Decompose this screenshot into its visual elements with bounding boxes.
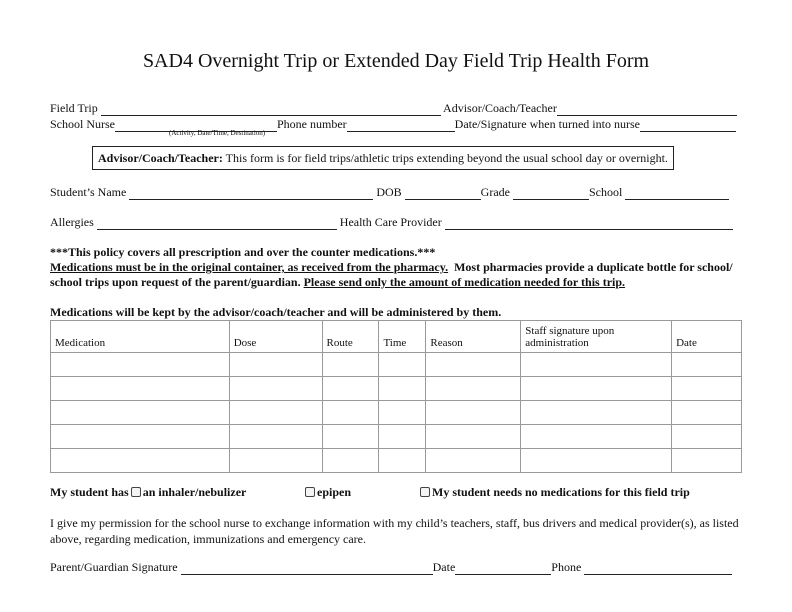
policy-send-amount: Please send only the amount of medication needed for this trip.: [303, 275, 626, 289]
dob-input[interactable]: [405, 187, 481, 200]
table-cell[interactable]: [426, 377, 521, 401]
permission-line-2: above, regarding medication, immunizations and emergency care.: [50, 532, 366, 546]
has-label: My student has: [50, 485, 129, 499]
field-trip-label: Field Trip: [50, 101, 98, 115]
table-cell[interactable]: [322, 353, 379, 377]
notice-bold: Advisor/Coach/Teacher:: [98, 151, 223, 165]
allergies-input[interactable]: [97, 217, 337, 230]
policy-line-2-rest: Most pharmacies provide a duplicate bottle for school/: [448, 260, 733, 274]
signature-phone-input[interactable]: [584, 562, 732, 575]
nurse-hint: (Activity, Date/Time, Destination): [169, 129, 266, 137]
policy-line-2: [50, 260, 733, 275]
phone-label: Phone number: [277, 117, 347, 131]
table-cell[interactable]: [322, 449, 379, 473]
table-cell[interactable]: [229, 449, 322, 473]
table-cell[interactable]: [672, 377, 742, 401]
table-cell[interactable]: [379, 449, 426, 473]
advisor-label: Advisor/Coach/Teacher: [443, 101, 557, 115]
provider-label: Health Care Provider: [339, 215, 442, 229]
table-cell[interactable]: [51, 425, 230, 449]
table-cell[interactable]: [672, 401, 742, 425]
parent-signature-input[interactable]: [181, 562, 433, 575]
table-row: [51, 449, 742, 473]
table-row: [51, 425, 742, 449]
permission-text: [50, 515, 739, 547]
table-cell[interactable]: [229, 353, 322, 377]
school-nurse-label: School Nurse: [50, 117, 115, 131]
col-medication: Medication: [51, 321, 230, 353]
table-cell[interactable]: [322, 401, 379, 425]
table-cell[interactable]: [426, 353, 521, 377]
provider-input[interactable]: [445, 217, 733, 230]
policy-line-1: ***This policy covers all prescription and over the counter medications.***: [50, 245, 436, 259]
page-title: SAD4 Overnight Trip or Extended Day Field Trip Health Form: [142, 50, 650, 72]
col-staff-signature: Staff signature upon administration: [521, 321, 672, 353]
table-cell[interactable]: [521, 377, 672, 401]
signature-date-label: Date: [432, 560, 456, 574]
date-signature-label: Date/Signature when turned into nurse: [454, 117, 640, 131]
school-label: School: [589, 185, 623, 199]
policy-line-3: [50, 275, 733, 290]
table-row: [51, 401, 742, 425]
admin-note: Medications will be kept by the advisor/coach/teacher and will be administered by them.: [50, 305, 502, 319]
table-cell[interactable]: [229, 425, 322, 449]
student-name-input[interactable]: [129, 187, 373, 200]
allergies-label: Allergies: [50, 215, 94, 229]
nurse-row: [50, 117, 736, 132]
table-cell[interactable]: [322, 377, 379, 401]
field-trip-input[interactable]: [101, 103, 441, 116]
policy-block: [50, 245, 733, 290]
table-header-row: [51, 321, 742, 353]
checkbox-row: [50, 485, 246, 500]
table-cell[interactable]: [379, 377, 426, 401]
dob-label: DOB: [376, 185, 402, 199]
table-cell[interactable]: [521, 401, 672, 425]
table-cell[interactable]: [51, 353, 230, 377]
table-cell[interactable]: [51, 377, 230, 401]
signature-row: [50, 560, 732, 575]
table-cell[interactable]: [51, 401, 230, 425]
policy-original-container: Medications must be in the original container, as received from the pharmacy.: [50, 260, 449, 274]
table-cell[interactable]: [672, 425, 742, 449]
table-cell[interactable]: [426, 401, 521, 425]
table-cell[interactable]: [426, 449, 521, 473]
table-cell[interactable]: [379, 425, 426, 449]
table-cell[interactable]: [379, 353, 426, 377]
table-cell[interactable]: [426, 425, 521, 449]
table-row: [51, 377, 742, 401]
col-date: Date: [672, 321, 742, 353]
inhaler-checkbox[interactable]: [131, 487, 141, 497]
allergy-row: [50, 215, 733, 230]
table-cell[interactable]: [672, 353, 742, 377]
notice-text: This form is for field trips/athletic trips extending beyond the usual school day or overnight.: [222, 151, 668, 165]
advisor-input[interactable]: [557, 103, 737, 116]
table-cell[interactable]: [322, 425, 379, 449]
table-cell[interactable]: [379, 401, 426, 425]
table-cell[interactable]: [672, 449, 742, 473]
school-input[interactable]: [625, 187, 729, 200]
notice-box: [92, 146, 674, 170]
table-cell[interactable]: [51, 449, 230, 473]
no-meds-group: [418, 485, 690, 500]
grade-input[interactable]: [513, 187, 589, 200]
no-meds-label: My student needs no medications for this field trip: [432, 485, 690, 499]
table-cell[interactable]: [229, 401, 322, 425]
student-name-label: Student’s Name: [50, 185, 127, 199]
table-cell[interactable]: [229, 377, 322, 401]
grade-label: Grade: [480, 185, 510, 199]
field-trip-row: [50, 101, 737, 116]
table-cell[interactable]: [521, 425, 672, 449]
signature-date-input[interactable]: [455, 562, 551, 575]
col-dose: Dose: [229, 321, 322, 353]
inhaler-label: an inhaler/nebulizer: [142, 485, 247, 499]
phone-input[interactable]: [347, 119, 455, 132]
medication-table: [50, 320, 742, 473]
epipen-group: [303, 485, 351, 500]
table-row: [51, 353, 742, 377]
permission-line-1: I give my permission for the school nurse to exchange information with my child’s teachers, staff, bus drivers and medical provider(s), as listed: [50, 516, 739, 530]
table-cell[interactable]: [521, 353, 672, 377]
col-time: Time: [379, 321, 426, 353]
date-signature-input[interactable]: [640, 119, 736, 132]
signature-phone-label: Phone: [551, 560, 582, 574]
student-row: [50, 185, 729, 200]
col-route: Route: [322, 321, 379, 353]
no-meds-checkbox[interactable]: [420, 487, 430, 497]
table-cell[interactable]: [521, 449, 672, 473]
epipen-checkbox[interactable]: [305, 487, 315, 497]
parent-signature-label: Parent/Guardian Signature: [50, 560, 178, 574]
policy-line-3-start: school trips upon request of the parent/guardian.: [50, 275, 304, 289]
epipen-label: epipen: [317, 485, 352, 499]
col-reason: Reason: [426, 321, 521, 353]
